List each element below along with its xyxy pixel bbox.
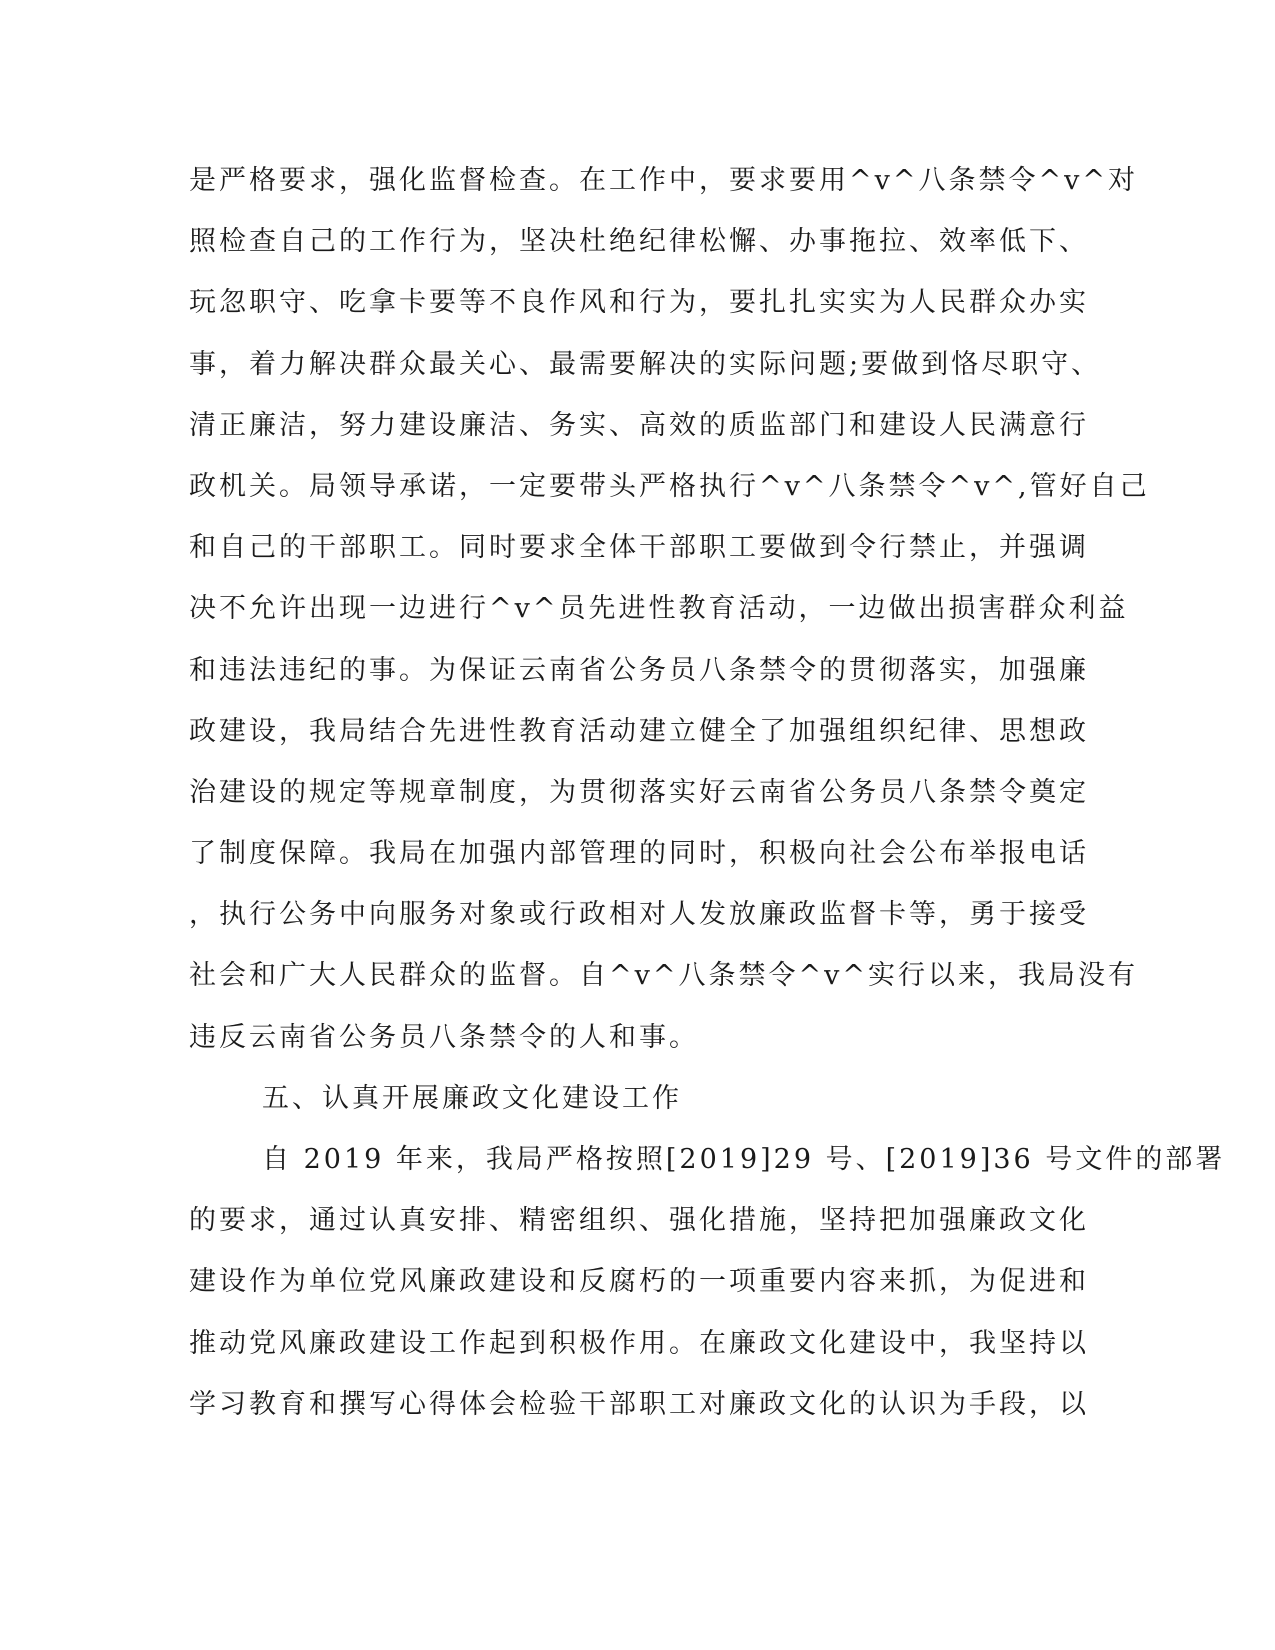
text-line: 的要求，通过认真安排、精密组织、强化措施，坚持把加强廉政文化 [189,1205,1089,1237]
text-line: 治建设的规定等规章制度，为贯彻落实好云南省公务员八条禁令奠定 [189,776,1089,808]
text-line: 清正廉洁，努力建设廉洁、务实、高效的质监部门和建设人民满意行 [189,409,1089,441]
text-line: 学习教育和撰写心得体会检验干部职工对廉政文化的认识为手段，以 [189,1388,1089,1420]
section-heading: 五、认真开展廉政文化建设工作 [262,1082,682,1114]
text-line: 照检查自己的工作行为，坚决杜绝纪律松懈、办事拖拉、效率低下、 [189,226,1089,258]
paragraph-first-line: 自 2019 年来，我局严格按照[2019]29 号、[2019]36 号文件的部署 [262,1144,1226,1175]
text-line: 玩忽职守、吃拿卡要等不良作风和行为，要扎扎实实为人民群众办实 [189,287,1089,319]
text-line: 事，着力解决群众最关心、最需要解决的实际问题;要做到恪尽职守、 [189,348,1102,380]
text-line: 建设作为单位党风廉政建设和反腐朽的一项重要内容来抓，为促进和 [189,1266,1089,1298]
text-line: 了制度保障。我局在加强内部管理的同时，积极向社会公布举报电话 [189,838,1089,870]
text-line: 决不允许出现一边进行^v^员先进性教育活动，一边做出损害群众利益 [189,593,1129,625]
text-line: 推动党风廉政建设工作起到积极作用。在廉政文化建设中，我坚持以 [189,1327,1089,1359]
text-line: 违反云南省公务员八条禁令的人和事。 [189,1021,699,1053]
text-line: 和自己的干部职工。同时要求全体干部职工要做到令行禁止，并强调 [189,532,1089,564]
text-line: 和违法违纪的事。为保证云南省公务员八条禁令的贯彻落实，加强廉 [189,654,1089,686]
text-line: 政建设，我局结合先进性教育活动建立健全了加强组织纪律、思想政 [189,715,1089,747]
text-line: 社会和广大人民群众的监督。自^v^八条禁令^v^实行以来，我局没有 [189,960,1138,992]
text-line: 政机关。局领导承诺，一定要带头严格执行^v^八条禁令^v^,管好自己 [189,470,1150,502]
body-text [189,163,1226,1448]
text-line: ，执行公务中向服务对象或行政相对人发放廉政监督卡等，勇于接受 [189,899,1089,931]
text-line: 是严格要求，强化监督检查。在工作中，要求要用^v^八条禁令^v^对 [189,165,1138,196]
